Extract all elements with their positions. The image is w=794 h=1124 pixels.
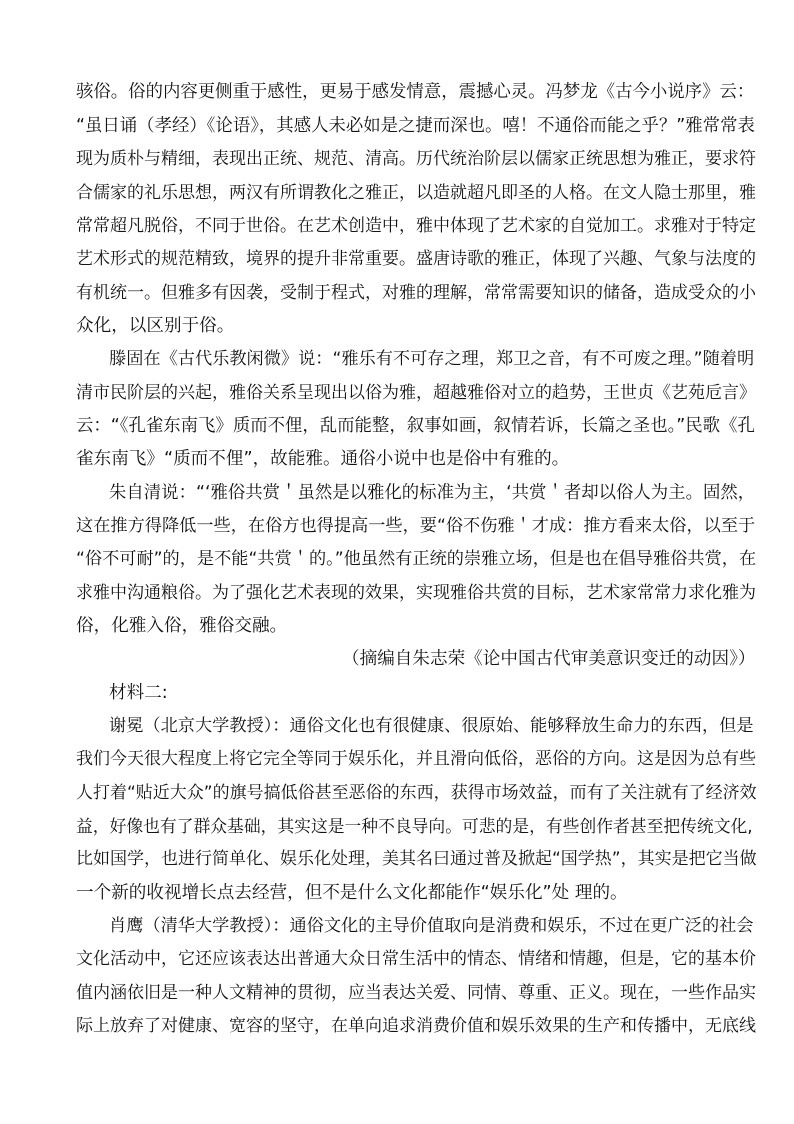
paragraph-line: 比如国学，也进行简单化、娱乐化处理，美其名曰通过普及掀起“国学热”，其实是把它当做 [76, 849, 757, 869]
paragraph-line: “虽日诵（孝经）《论语》，其感人未必如是之捷而深也。嘻！不通俗而能之乎？”雅常常表 [76, 116, 755, 136]
paragraph-line: 俗，化雅入俗，雅俗交融。 [76, 616, 288, 636]
paragraph-line: 云：“《孔雀东南飞》质而不俚，乱而能整，叙事如画，叙情若诉，长篇之圣也。”民歌《孔 [76, 416, 755, 436]
paragraph-line: 清市民阶层的兴起，雅俗关系呈现出以俗为雅，超越雅俗对立的趋势，王世贞《艺苑卮言》 [76, 383, 756, 403]
paragraph-line: 人打着“贴近大众”的旗号搞低俗甚至恶俗的东西，获得市场效益，而有了关注就有了经济效 [76, 783, 757, 803]
paragraph-line: 朱自清说：“‘雅俗共赏＇虽然是以雅化的标准为主，‘共赏＇者却以俗人为主。固然， [109, 483, 756, 503]
paragraph-line: 际上放弃了对健康、宽容的坚守，在单向追求消费价值和娱乐效果的生产和传播中，无底线 [76, 1016, 756, 1036]
paragraph-line: 文化活动中，它还应该表达出普通大众日常生活中的情态、情绪和情趣，但是，它的基本价 [76, 949, 756, 969]
paragraph-line: 谢冕（北京大学教授）：通俗文化也有很健康、很原始、能够释放生命力的东西，但是 [109, 716, 754, 736]
paragraph-line: 我们今天很大程度上将它完全等同于娱乐化，并且滑向低俗，恶俗的方向。这是因为总有些 [76, 749, 756, 769]
paragraph-line: 合儒家的礼乐思想，两汉有所谓教化之雅正，以造就超凡即圣的人格。在文人隐士那里，雅 [76, 183, 756, 203]
paragraph-line: 益，好像也有了群众基础，其实这是一种不良导向。可悲的是，有些创作者甚至把传统文化, [76, 816, 753, 836]
paragraph-line: 常常超凡脱俗，不同于世俗。在艺术创造中，雅中体现了艺术家的自觉加工。求雅对于特定 [76, 216, 756, 236]
paragraph-line: 现为质朴与精细，表现出正统、规范、清高。历代统治阶层以儒家正统思想为雅正，要求符 [76, 149, 756, 169]
paragraph-line: 艺术形式的规范精致，境界的提升非常重要。盛唐诗歌的雅正，体现了兴趣、气象与法度的 [76, 249, 756, 269]
paragraph-line: “俗不可耐”的，是不能“共赏＇的。”他虽然有正统的崇雅立场，但是也在倡导雅俗共赏，在 [76, 549, 757, 569]
source-citation: （摘编自朱志荣《论中国古代审美意识变迁的动因》） [342, 649, 756, 669]
paragraph-line: 肖鹰（清华大学教授）：通俗文化的主导价值取向是消费和娱乐，不过在更广泛的社会 [109, 916, 754, 936]
paragraph-line: 值内涵依旧是一种人文精神的贯彻，应当表达关爱、同情、尊重、正义。现在，一些作品实 [76, 983, 756, 1003]
paragraph-line: 众化，以区别于俗。 [76, 316, 235, 336]
paragraph-line: 滕固在《古代乐教闲微》说：“雅乐有不可存之理，郑卫之音，有不可废之理。”随着明 [109, 349, 755, 369]
section-heading: 材料二: [109, 683, 168, 703]
paragraph-line: 有机统一。但雅多有因袭，受制于程式，对雅的理解，常常需要知识的储备，造成受众的小 [76, 283, 756, 303]
paragraph-line: 这在推方得降低一些，在俗方也得提高一些，要“俗不伤雅＇才成：推方看来太俗，以至于 [76, 516, 756, 536]
paragraph-line: 骇俗。俗的内容更侧重于感性，更易于感发情意，震撼心灵。冯梦龙《古今小说序》云： [76, 82, 755, 102]
paragraph-line: 求雅中沟通粮俗。为了强化艺术表现的效果，实现雅俗共赏的目标，艺术家常常力求化雅为 [76, 583, 756, 603]
paragraph-line: 一个新的收视增长点去经营，但不是什么文化都能作“娱乐化”处 理的。 [76, 883, 628, 903]
paragraph-line: 雀东南飞》“质而不俚”，故能雅。通俗小说中也是俗中有雅的。 [76, 449, 570, 469]
